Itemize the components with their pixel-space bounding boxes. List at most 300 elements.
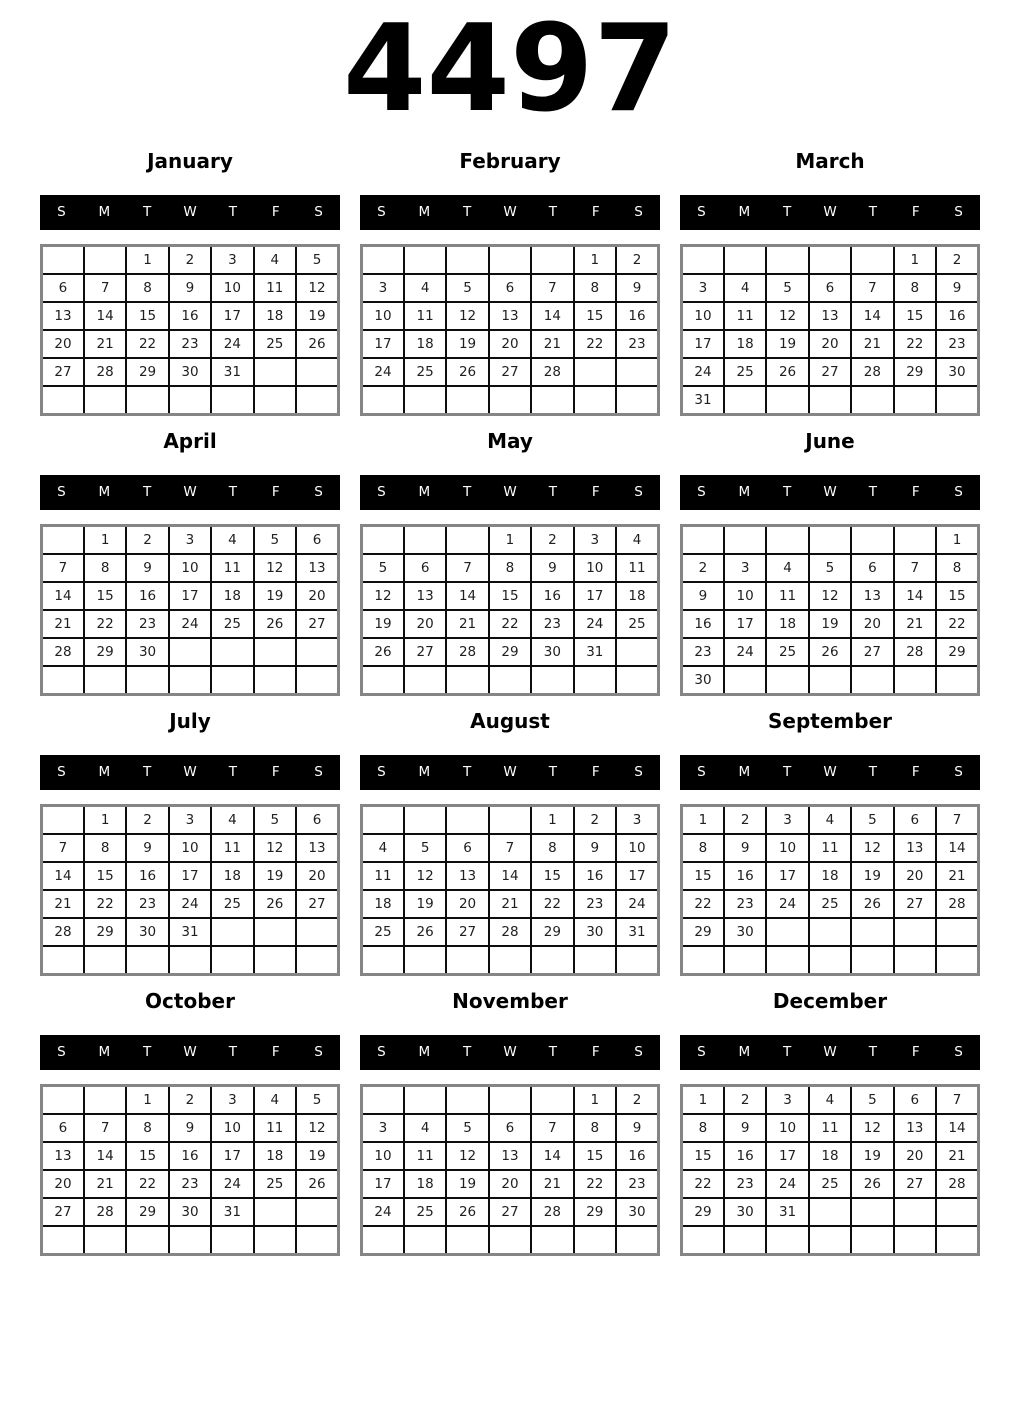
day-cell [84, 386, 126, 415]
day-cell: 16 [169, 1142, 211, 1170]
day-cell: 17 [211, 302, 253, 330]
month-october [40, 988, 340, 1256]
day-cell: 9 [126, 554, 168, 582]
day-cell: 10 [211, 1114, 253, 1142]
weekday-label: T [548, 204, 557, 220]
day-cell: 18 [809, 862, 851, 890]
day-cell: 14 [894, 582, 936, 610]
day-cell: 16 [616, 1142, 658, 1170]
day-cell: 7 [936, 806, 978, 835]
day-cell: 2 [531, 526, 573, 555]
day-cell [489, 1086, 531, 1115]
weekday-label: S [954, 1044, 963, 1060]
day-cell: 19 [362, 610, 404, 638]
month-title: August [470, 709, 550, 733]
day-cell: 24 [211, 1170, 253, 1198]
day-cell [296, 358, 338, 386]
week-row [42, 302, 339, 330]
day-cell: 1 [84, 526, 126, 555]
day-cell: 30 [724, 1198, 766, 1226]
day-cell: 9 [724, 834, 766, 862]
weekday-label: S [697, 484, 706, 500]
week-row [362, 946, 659, 975]
day-cell [616, 666, 658, 695]
weekday-label: F [911, 764, 920, 780]
day-cell [169, 1226, 211, 1255]
day-cell: 31 [211, 1198, 253, 1226]
day-cell [404, 1086, 446, 1115]
month-grid [680, 804, 980, 976]
day-cell: 23 [724, 1170, 766, 1198]
month-grid [40, 244, 340, 416]
day-cell [936, 1198, 978, 1226]
weekday-label: F [591, 1044, 600, 1060]
week-row [42, 1086, 339, 1115]
day-cell: 22 [126, 1170, 168, 1198]
day-cell: 11 [362, 862, 404, 890]
weekday-label: F [271, 764, 280, 780]
day-cell: 8 [84, 554, 126, 582]
day-cell: 15 [682, 1142, 724, 1170]
day-cell: 25 [809, 1170, 851, 1198]
day-cell: 16 [724, 1142, 766, 1170]
day-cell: 4 [211, 806, 253, 835]
weekday-label: S [377, 764, 386, 780]
day-cell: 19 [296, 302, 338, 330]
day-cell [724, 526, 766, 555]
weekday-label: M [418, 764, 431, 780]
weekday-header-row [680, 755, 980, 790]
day-cell: 29 [84, 638, 126, 666]
day-cell: 8 [489, 554, 531, 582]
day-cell: 29 [126, 358, 168, 386]
day-cell: 9 [936, 274, 978, 302]
weekday-label: T [783, 484, 792, 500]
weekday-label: S [57, 1044, 66, 1060]
day-cell: 15 [531, 862, 573, 890]
day-cell: 25 [404, 358, 446, 386]
day-cell: 10 [574, 554, 616, 582]
day-cell: 3 [362, 274, 404, 302]
month-june [680, 428, 980, 696]
day-cell: 13 [296, 834, 338, 862]
day-cell [362, 1226, 404, 1255]
day-cell: 26 [446, 358, 488, 386]
week-row [682, 302, 979, 330]
week-row [362, 1114, 659, 1142]
weekday-label: T [783, 1044, 792, 1060]
week-row [42, 358, 339, 386]
day-cell: 6 [296, 806, 338, 835]
day-cell [574, 358, 616, 386]
weekday-label: S [314, 1044, 323, 1060]
weekday-label: T [143, 1044, 152, 1060]
day-cell: 27 [894, 890, 936, 918]
week-row [42, 554, 339, 582]
week-row [42, 582, 339, 610]
day-cell: 28 [894, 638, 936, 666]
month-title: December [772, 989, 888, 1013]
week-row [42, 526, 339, 555]
day-cell: 6 [489, 1114, 531, 1142]
day-cell [296, 918, 338, 946]
day-cell: 2 [724, 806, 766, 835]
day-cell [531, 1226, 573, 1255]
week-row [682, 946, 979, 975]
week-row [42, 806, 339, 835]
weekday-header-row [680, 475, 980, 510]
day-cell: 2 [616, 1086, 658, 1115]
day-cell: 10 [362, 1142, 404, 1170]
day-cell: 17 [362, 1170, 404, 1198]
week-row [42, 274, 339, 302]
day-cell: 24 [362, 358, 404, 386]
day-cell [531, 1086, 573, 1115]
weekday-label: M [738, 204, 751, 220]
day-cell: 3 [766, 1086, 808, 1115]
day-cell [42, 246, 84, 275]
weekday-label: F [591, 204, 600, 220]
week-row [362, 582, 659, 610]
day-cell: 21 [936, 1142, 978, 1170]
day-cell [489, 246, 531, 275]
day-cell: 26 [254, 610, 296, 638]
weekday-label: S [634, 1044, 643, 1060]
day-cell: 4 [211, 526, 253, 555]
day-cell: 2 [936, 246, 978, 275]
weekday-label: S [954, 764, 963, 780]
day-cell: 21 [446, 610, 488, 638]
day-cell: 1 [682, 1086, 724, 1115]
weekday-label: T [868, 484, 877, 500]
day-cell [126, 1226, 168, 1255]
weekday-label: T [548, 764, 557, 780]
day-cell: 21 [84, 1170, 126, 1198]
day-cell [682, 1226, 724, 1255]
day-cell: 13 [809, 302, 851, 330]
month-title: February [459, 149, 561, 173]
day-cell: 5 [446, 1114, 488, 1142]
day-cell: 13 [296, 554, 338, 582]
day-cell: 18 [254, 1142, 296, 1170]
week-row [682, 890, 979, 918]
day-cell: 25 [254, 330, 296, 358]
week-row [362, 638, 659, 666]
day-cell: 27 [42, 1198, 84, 1226]
day-cell [446, 666, 488, 695]
day-cell: 22 [574, 330, 616, 358]
weekday-label: W [823, 484, 837, 500]
day-cell: 26 [296, 1170, 338, 1198]
day-cell [682, 946, 724, 975]
weekday-label: M [98, 204, 111, 220]
month-grid [360, 1084, 660, 1256]
day-cell: 10 [682, 302, 724, 330]
day-cell: 12 [362, 582, 404, 610]
month-title: October [145, 989, 235, 1013]
day-cell: 8 [126, 1114, 168, 1142]
day-cell: 28 [531, 358, 573, 386]
day-cell [724, 666, 766, 695]
day-cell [126, 666, 168, 695]
day-cell: 9 [616, 274, 658, 302]
day-cell [169, 946, 211, 975]
day-cell: 29 [682, 1198, 724, 1226]
week-row [362, 890, 659, 918]
day-cell [84, 1086, 126, 1115]
weekday-label: W [503, 204, 517, 220]
day-cell: 30 [169, 1198, 211, 1226]
day-cell: 28 [84, 1198, 126, 1226]
day-cell: 23 [169, 1170, 211, 1198]
week-row [682, 246, 979, 275]
week-row [362, 246, 659, 275]
day-cell [936, 918, 978, 946]
day-cell [126, 386, 168, 415]
day-cell: 3 [766, 806, 808, 835]
week-row [682, 666, 979, 695]
day-cell: 26 [254, 890, 296, 918]
day-cell: 8 [682, 1114, 724, 1142]
day-cell: 9 [531, 554, 573, 582]
day-cell: 8 [531, 834, 573, 862]
day-cell: 24 [766, 1170, 808, 1198]
weekday-label: S [697, 204, 706, 220]
day-cell: 26 [809, 638, 851, 666]
day-cell [404, 946, 446, 975]
day-cell: 26 [851, 1170, 893, 1198]
month-title: January [147, 149, 233, 173]
day-cell [724, 246, 766, 275]
day-cell: 31 [169, 918, 211, 946]
month-grid [680, 1084, 980, 1256]
week-row [362, 1226, 659, 1255]
day-cell [894, 946, 936, 975]
day-cell [489, 666, 531, 695]
day-cell [296, 638, 338, 666]
day-cell: 21 [84, 330, 126, 358]
weekday-label: S [954, 204, 963, 220]
day-cell: 17 [211, 1142, 253, 1170]
day-cell [936, 946, 978, 975]
day-cell: 9 [574, 834, 616, 862]
day-cell [446, 386, 488, 415]
day-cell: 23 [616, 330, 658, 358]
week-row [362, 1198, 659, 1226]
day-cell: 9 [169, 274, 211, 302]
day-cell [851, 386, 893, 415]
weekday-label: T [463, 204, 472, 220]
day-cell: 4 [809, 806, 851, 835]
day-cell [766, 666, 808, 695]
week-row [362, 806, 659, 835]
day-cell: 28 [936, 1170, 978, 1198]
day-cell: 21 [936, 862, 978, 890]
day-cell: 26 [296, 330, 338, 358]
week-row [682, 1142, 979, 1170]
weekday-label: F [591, 484, 600, 500]
day-cell: 16 [574, 862, 616, 890]
day-cell: 11 [211, 834, 253, 862]
day-cell: 25 [254, 1170, 296, 1198]
week-row [42, 946, 339, 975]
day-cell: 3 [169, 806, 211, 835]
day-cell: 5 [809, 554, 851, 582]
day-cell [809, 666, 851, 695]
week-row [682, 526, 979, 555]
day-cell: 24 [211, 330, 253, 358]
weekday-label: F [271, 204, 280, 220]
day-cell [254, 1226, 296, 1255]
day-cell: 26 [362, 638, 404, 666]
day-cell: 2 [616, 246, 658, 275]
day-cell: 18 [211, 862, 253, 890]
day-cell: 14 [42, 862, 84, 890]
day-cell [851, 1226, 893, 1255]
weekday-header-row [40, 475, 340, 510]
day-cell [362, 666, 404, 695]
day-cell [766, 1226, 808, 1255]
day-cell: 28 [531, 1198, 573, 1226]
day-cell: 6 [809, 274, 851, 302]
day-cell: 21 [42, 610, 84, 638]
day-cell [489, 386, 531, 415]
day-cell [894, 666, 936, 695]
day-cell [362, 946, 404, 975]
weekday-label: W [503, 764, 517, 780]
day-cell [42, 1226, 84, 1255]
day-cell: 2 [682, 554, 724, 582]
day-cell [211, 1226, 253, 1255]
weekday-label: S [377, 204, 386, 220]
day-cell: 27 [894, 1170, 936, 1198]
weekday-label: S [634, 204, 643, 220]
weekday-label: M [418, 1044, 431, 1060]
day-cell: 19 [254, 582, 296, 610]
month-grid [360, 524, 660, 696]
day-cell: 18 [362, 890, 404, 918]
day-cell [404, 666, 446, 695]
day-cell [936, 666, 978, 695]
day-cell: 17 [766, 862, 808, 890]
week-row [362, 918, 659, 946]
week-row [682, 358, 979, 386]
day-cell: 3 [362, 1114, 404, 1142]
day-cell [724, 1226, 766, 1255]
day-cell: 22 [126, 330, 168, 358]
week-row [42, 330, 339, 358]
day-cell [404, 1226, 446, 1255]
day-cell [362, 806, 404, 835]
day-cell: 24 [682, 358, 724, 386]
day-cell: 23 [682, 638, 724, 666]
day-cell: 29 [894, 358, 936, 386]
week-row [362, 1170, 659, 1198]
weekday-label: W [183, 484, 197, 500]
day-cell: 18 [211, 582, 253, 610]
day-cell: 5 [296, 246, 338, 275]
week-row [42, 666, 339, 695]
day-cell: 14 [531, 302, 573, 330]
day-cell: 28 [42, 918, 84, 946]
day-cell: 8 [894, 274, 936, 302]
day-cell: 4 [254, 1086, 296, 1115]
day-cell: 12 [296, 274, 338, 302]
day-cell: 7 [446, 554, 488, 582]
day-cell: 24 [574, 610, 616, 638]
day-cell: 3 [211, 1086, 253, 1115]
day-cell [894, 386, 936, 415]
month-title: July [169, 709, 211, 733]
weekday-label: F [911, 484, 920, 500]
day-cell: 5 [851, 806, 893, 835]
day-cell [446, 1086, 488, 1115]
day-cell: 30 [126, 638, 168, 666]
day-cell [574, 386, 616, 415]
day-cell: 29 [489, 638, 531, 666]
day-cell [42, 806, 84, 835]
day-cell: 30 [126, 918, 168, 946]
week-row [42, 246, 339, 275]
weekday-label: T [783, 764, 792, 780]
day-cell: 18 [809, 1142, 851, 1170]
month-grid [360, 244, 660, 416]
week-row [362, 302, 659, 330]
day-cell [894, 526, 936, 555]
day-cell [766, 386, 808, 415]
weekday-label: T [463, 484, 472, 500]
day-cell: 4 [404, 1114, 446, 1142]
day-cell: 27 [42, 358, 84, 386]
week-row [42, 834, 339, 862]
day-cell: 13 [404, 582, 446, 610]
day-cell: 12 [851, 834, 893, 862]
weekday-label: W [183, 1044, 197, 1060]
day-cell: 26 [766, 358, 808, 386]
day-cell: 19 [851, 1142, 893, 1170]
day-cell: 4 [724, 274, 766, 302]
day-cell: 17 [616, 862, 658, 890]
day-cell: 11 [809, 1114, 851, 1142]
week-row [362, 526, 659, 555]
week-row [362, 834, 659, 862]
day-cell: 27 [489, 358, 531, 386]
day-cell: 17 [169, 582, 211, 610]
day-cell: 16 [169, 302, 211, 330]
day-cell: 13 [894, 834, 936, 862]
day-cell [766, 918, 808, 946]
week-row [42, 890, 339, 918]
day-cell: 7 [84, 1114, 126, 1142]
day-cell: 28 [489, 918, 531, 946]
day-cell: 30 [616, 1198, 658, 1226]
day-cell [296, 1226, 338, 1255]
day-cell: 3 [211, 246, 253, 275]
month-grid [40, 524, 340, 696]
month-march [680, 148, 980, 416]
week-row [362, 330, 659, 358]
day-cell: 18 [404, 330, 446, 358]
day-cell: 3 [169, 526, 211, 555]
day-cell: 20 [42, 330, 84, 358]
day-cell: 1 [126, 246, 168, 275]
day-cell [851, 526, 893, 555]
day-cell [84, 666, 126, 695]
day-cell [851, 946, 893, 975]
month-title: April [163, 429, 217, 453]
day-cell: 4 [766, 554, 808, 582]
week-row [362, 610, 659, 638]
